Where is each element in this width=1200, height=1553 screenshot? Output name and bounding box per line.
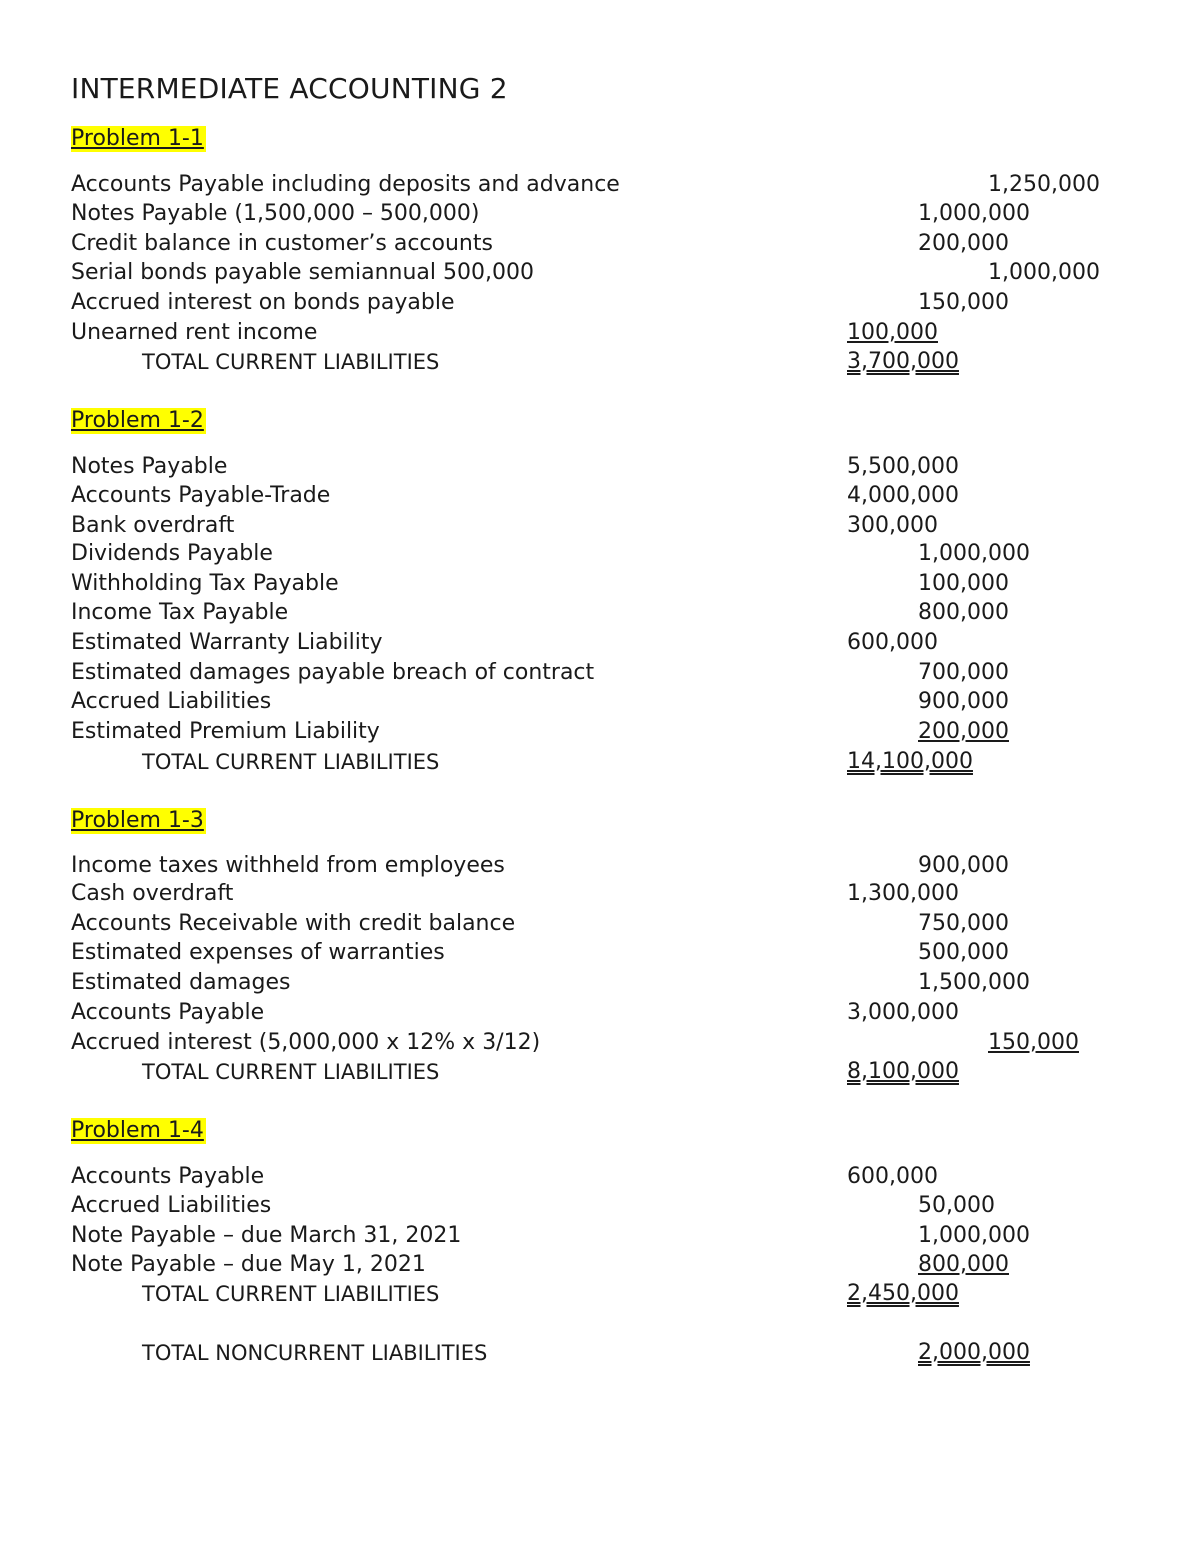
total-label: TOTAL CURRENT LIABILITIES xyxy=(142,1282,440,1306)
line-item-amount: 100,000 xyxy=(918,571,1009,596)
line-item-label: Credit balance in customer’s accounts xyxy=(71,231,493,256)
line-item-amount: 1,000,000 xyxy=(918,541,1030,566)
problem-heading: Problem 1-3 xyxy=(71,808,204,833)
line-item-label: Accrued interest (5,000,000 x 12% x 3/12) xyxy=(71,1030,541,1055)
noncurrent-total-amount: 2,000,000 xyxy=(918,1340,1030,1365)
noncurrent-total-label: TOTAL NONCURRENT LIABILITIES xyxy=(142,1341,488,1365)
line-item-amount: 150,000 xyxy=(988,1030,1079,1055)
line-item-label: Notes Payable xyxy=(71,454,228,479)
line-item-label: Accounts Payable xyxy=(71,1164,265,1189)
line-item-label: Unearned rent income xyxy=(71,320,318,345)
line-item-label: Income Tax Payable xyxy=(71,600,289,625)
line-item-amount: 1,000,000 xyxy=(918,201,1030,226)
line-item-amount: 300,000 xyxy=(847,513,938,538)
line-item-label: Estimated expenses of warranties xyxy=(71,940,445,965)
line-item-amount: 900,000 xyxy=(918,689,1009,714)
line-item-label: Estimated Premium Liability xyxy=(71,719,380,744)
total-amount: 2,450,000 xyxy=(847,1281,959,1306)
line-item-label: Cash overdraft xyxy=(71,881,234,906)
line-item-label: Serial bonds payable semiannual 500,000 xyxy=(71,260,534,285)
line-item-amount: 750,000 xyxy=(918,911,1009,936)
line-item-amount: 1,250,000 xyxy=(988,172,1100,197)
line-item-amount: 200,000 xyxy=(918,231,1009,256)
line-item-label: Estimated damages xyxy=(71,970,291,995)
line-item-label: Bank overdraft xyxy=(71,513,235,538)
problem-heading: Problem 1-1 xyxy=(71,126,204,151)
line-item-label: Accounts Receivable with credit balance xyxy=(71,911,516,936)
line-item-amount: 4,000,000 xyxy=(847,483,959,508)
line-item-amount: 600,000 xyxy=(847,1164,938,1189)
line-item-amount: 600,000 xyxy=(847,630,938,655)
line-item-amount: 800,000 xyxy=(918,1252,1009,1277)
line-item-amount: 1,000,000 xyxy=(918,1223,1030,1248)
line-item-label: Accounts Payable xyxy=(71,1000,265,1025)
total-label: TOTAL CURRENT LIABILITIES xyxy=(142,350,440,374)
total-label: TOTAL CURRENT LIABILITIES xyxy=(142,1060,440,1084)
line-item-amount: 5,500,000 xyxy=(847,454,959,479)
total-amount: 8,100,000 xyxy=(847,1059,959,1084)
total-label: TOTAL CURRENT LIABILITIES xyxy=(142,750,440,774)
total-amount: 14,100,000 xyxy=(847,749,973,774)
line-item-amount: 3,000,000 xyxy=(847,1000,959,1025)
line-item-label: Accounts Payable including deposits and advance xyxy=(71,172,620,197)
problem-heading: Problem 1-2 xyxy=(71,408,204,433)
total-amount: 3,700,000 xyxy=(847,349,959,374)
line-item-amount: 150,000 xyxy=(918,290,1009,315)
line-item-label: Accounts Payable-Trade xyxy=(71,483,331,508)
line-item-amount: 100,000 xyxy=(847,320,938,345)
line-item-amount: 900,000 xyxy=(918,853,1009,878)
line-item-amount: 500,000 xyxy=(918,940,1009,965)
line-item-amount: 1,500,000 xyxy=(918,970,1030,995)
line-item-amount: 50,000 xyxy=(918,1193,995,1218)
line-item-amount: 1,300,000 xyxy=(847,881,959,906)
line-item-label: Accrued Liabilities xyxy=(71,689,272,714)
line-item-amount: 700,000 xyxy=(918,660,1009,685)
line-item-amount: 1,000,000 xyxy=(988,260,1100,285)
line-item-label: Accrued Liabilities xyxy=(71,1193,272,1218)
line-item-label: Notes Payable (1,500,000 – 500,000) xyxy=(71,201,480,226)
line-item-label: Note Payable – due March 31, 2021 xyxy=(71,1223,462,1248)
problem-heading: Problem 1-4 xyxy=(71,1118,204,1143)
line-item-label: Estimated Warranty Liability xyxy=(71,630,383,655)
line-item-amount: 800,000 xyxy=(918,600,1009,625)
line-item-label: Accrued interest on bonds payable xyxy=(71,290,455,315)
line-item-label: Dividends Payable xyxy=(71,541,273,566)
line-item-label: Income taxes withheld from employees xyxy=(71,853,505,878)
line-item-label: Note Payable – due May 1, 2021 xyxy=(71,1252,426,1277)
line-item-label: Withholding Tax Payable xyxy=(71,571,339,596)
line-item-amount: 200,000 xyxy=(918,719,1009,744)
document-title: INTERMEDIATE ACCOUNTING 2 xyxy=(71,72,508,105)
line-item-label: Estimated damages payable breach of contract xyxy=(71,660,595,685)
